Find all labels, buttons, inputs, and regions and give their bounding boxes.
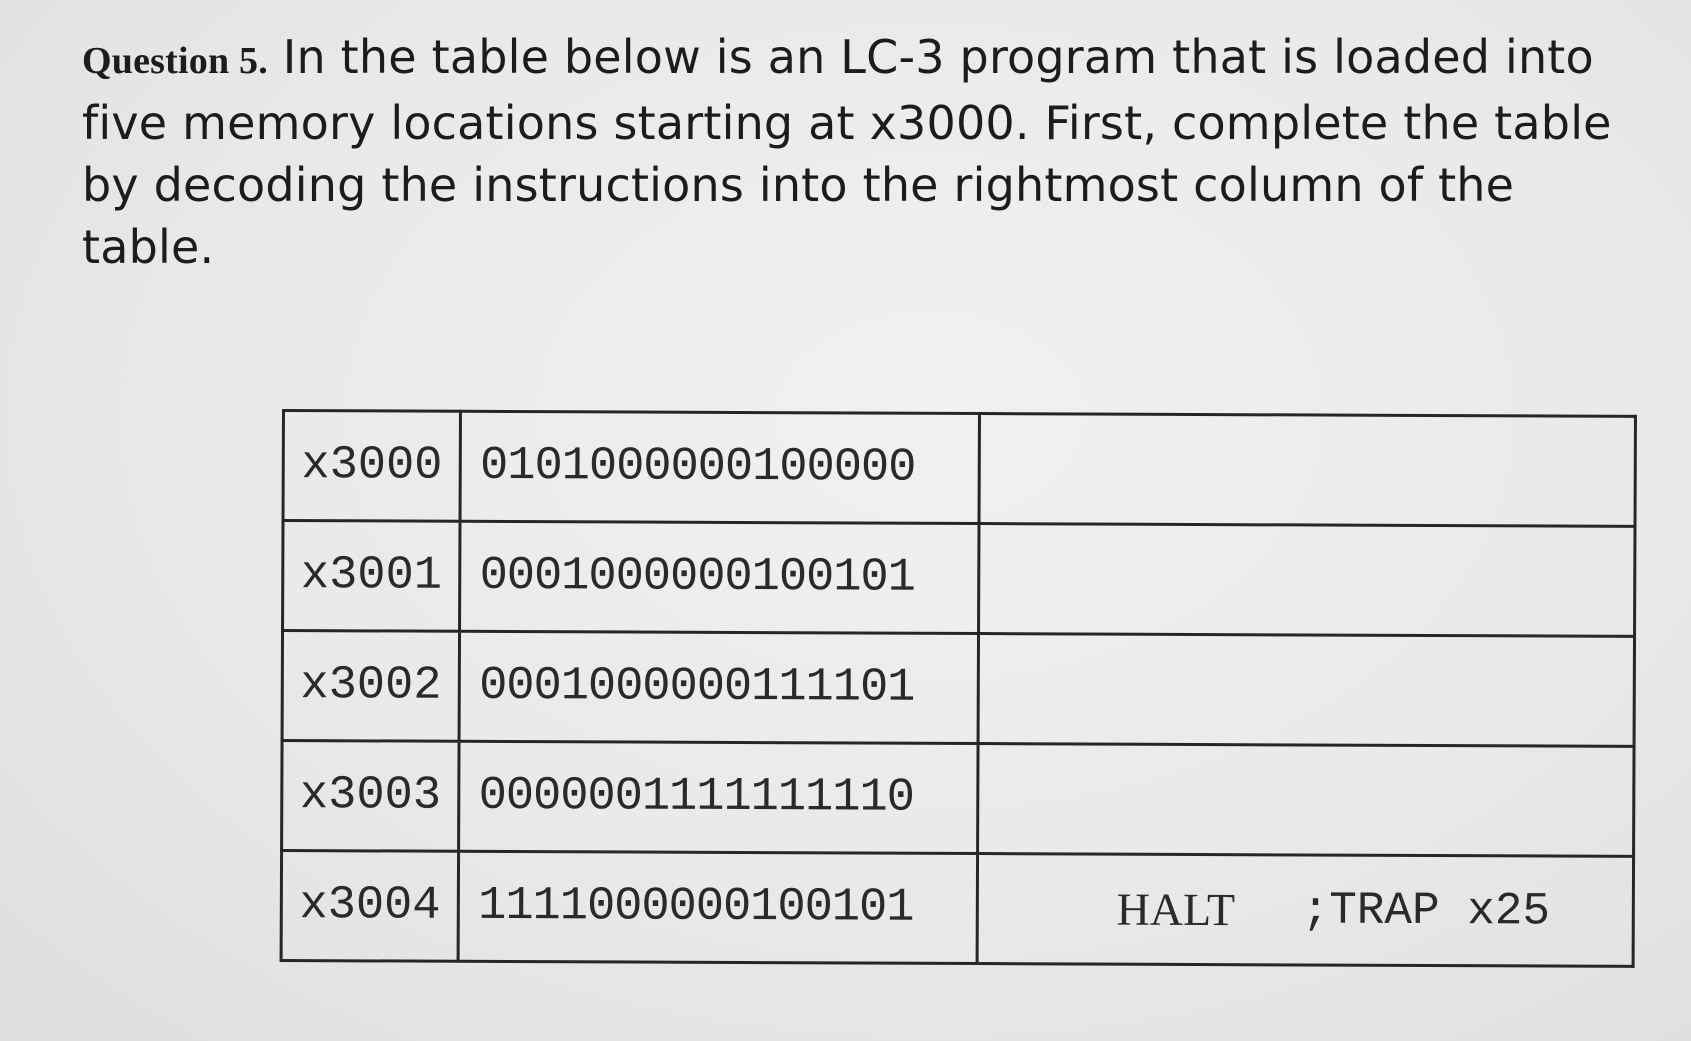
instruction-cell: 0001000000100101 (460, 521, 979, 633)
address-cell: x3004 (281, 851, 459, 962)
decoded-cell (978, 524, 1635, 637)
instruction-cell: 0001000000111101 (459, 631, 978, 743)
decoded-opcode (1119, 469, 1304, 470)
program-table (280, 409, 1637, 968)
address-cell: x3000 (283, 411, 461, 522)
instruction-cell: 0101000000100000 (460, 411, 979, 523)
decoded-opcode: HALT (1116, 883, 1236, 936)
question-body: In the table below is an LC-3 program that is loaded into five memory locations starting at x3000. First, complete the table by decoding the instructions into the rightmost column of the table. (82, 30, 1612, 274)
question-text (82, 26, 1622, 278)
address-cell: x3003 (282, 741, 460, 852)
table-row (283, 521, 1635, 637)
decoded-cell (979, 414, 1636, 527)
decoded-comment: ;TRAP x25 (1301, 883, 1551, 938)
address-cell: x3002 (282, 631, 460, 742)
question-label: Question 5. (82, 40, 268, 82)
table-row (283, 411, 1635, 527)
address-cell: x3001 (283, 521, 461, 632)
decoded-opcode (1118, 689, 1303, 690)
instruction-cell: 1111000000100101 (458, 851, 977, 963)
instruction-cell: 0000001111111110 (459, 741, 978, 853)
decoded-cell (977, 744, 1634, 857)
decoded-cell (978, 634, 1635, 747)
decoded-opcode (1117, 799, 1302, 800)
decoded-cell (977, 854, 1634, 967)
table-row (282, 741, 1634, 857)
table-row (282, 631, 1634, 747)
table-row (281, 851, 1633, 967)
decoded-opcode (1118, 579, 1303, 580)
